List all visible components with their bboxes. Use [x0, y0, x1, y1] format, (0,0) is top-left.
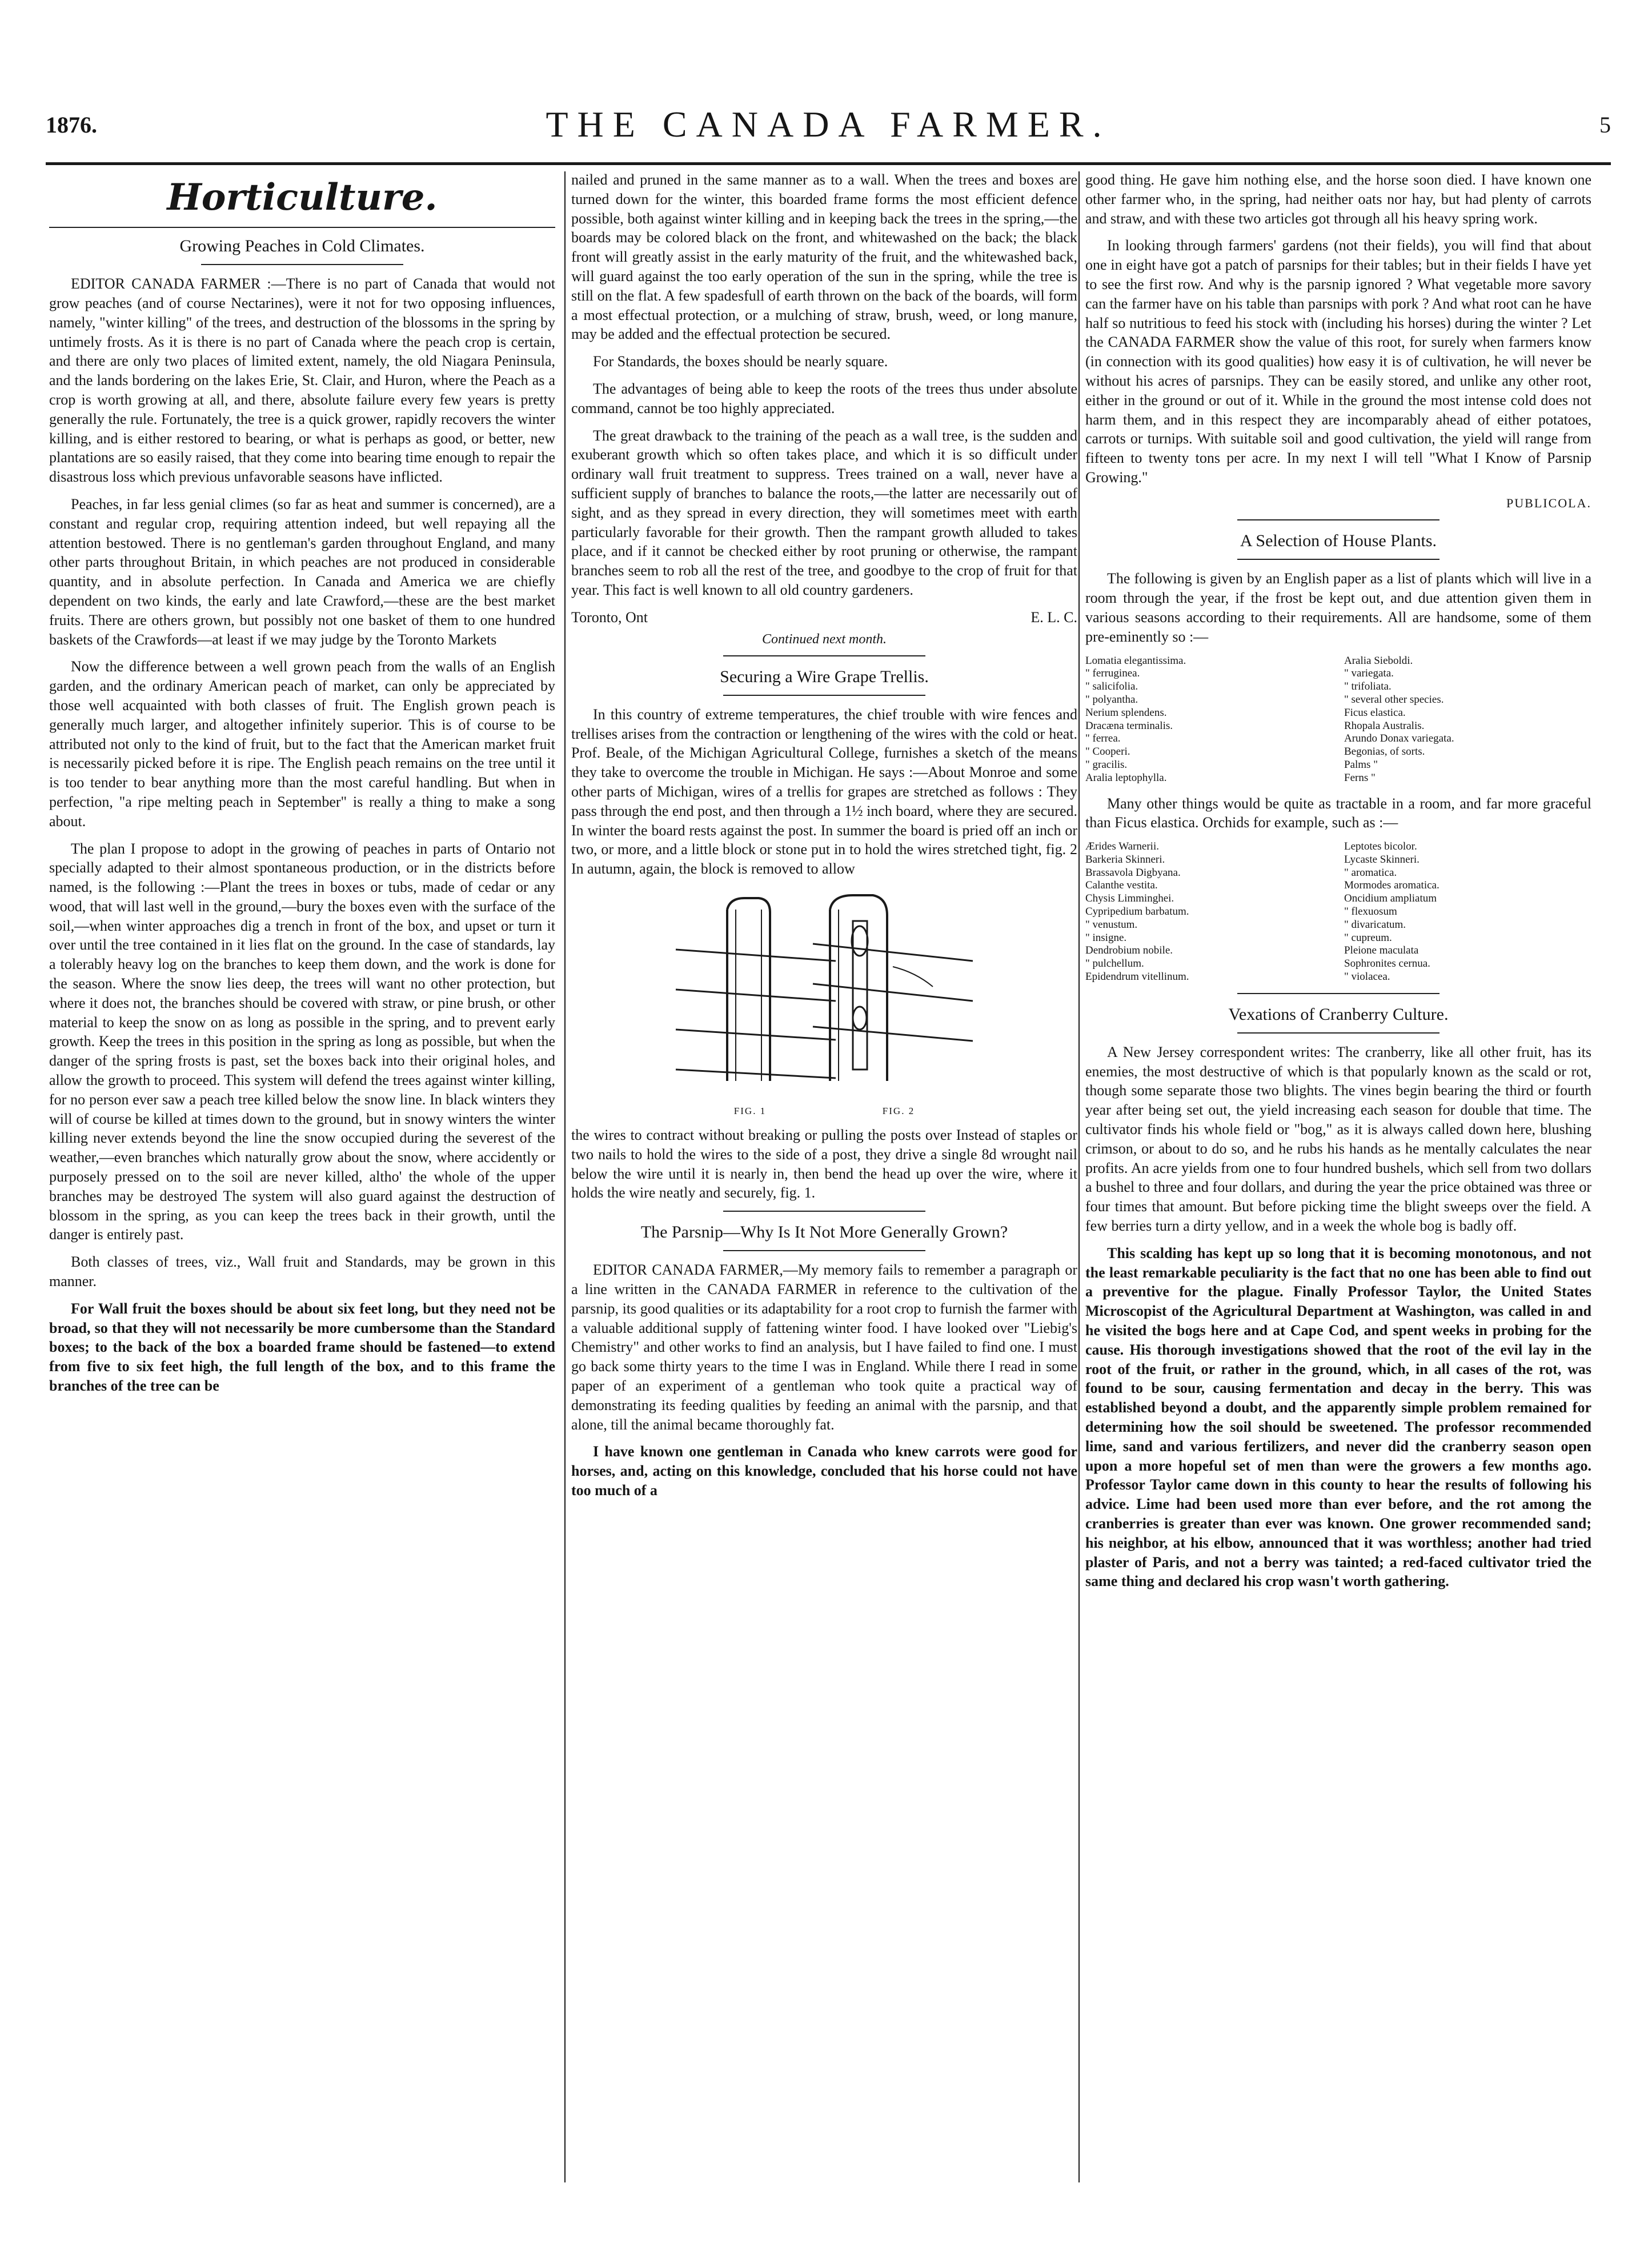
plant-name: Dendrobium nobile.	[1085, 944, 1173, 957]
signature: PUBLICOLA.	[1506, 495, 1591, 510]
plant-name: " polyantha.	[1085, 693, 1138, 706]
plant-name: Ærides Warnerii.	[1085, 840, 1159, 853]
paragraph: For Wall fruit the boxes should be about six feet long, but they need not be broad, so that they will not necessarily be more cumbersome than the Standard boxes; to the back of the box a boarded frame should be fastened—to extend from five to six feet high, the full length of the box, and to this frame the branches of the tree can be	[49, 1300, 555, 1395]
paragraph: nailed and pruned in the same manner as to a wall. When the trees and boxes are turned down for the winter, this boarded frame forms the most efficient defence possible, both against winter killing and in keeping back the trees in the spring,—the boards may be colored black on the front, and whitewashed on the back; the black front will greatly assist in the early maturity of the fruit, and the whitewashed back, will guard against the too early operation of the sun in the spring, while the tree is still on the flat. A few spadesfull of earth thrown on the back of the boards, will form a most effectual protection, or a mulching of straw, brush, weed, or long manure, may be added and the effectual protection be secured.	[571, 171, 1077, 343]
paragraph: EDITOR CANADA FARMER :—There is no part of Canada that would not grow peaches (and of course Nectarines), were it not for two opposing influences, namely, "winter killing" of the trees, and destruction of the blossoms in the spring by untimely frosts. As it is there is no part of Canada where the peach crop is certain, and there are only two places of limited extent, namely, the old Niagara Peninsula, and the lands bordering on the lakes Erie, St. Clair, and Huron, where the Peach as a crop is worth growing at all, and there, absolute failure every few years is pretty generally the rule. Fortunately, the tree is a quick grower, rapidly recovers the winter killing, and is either restored to bearing, or what is perhaps as good, or better, new plantations are so easily raised, that they come into bearing time enough to repair the disastrous loss which previous unfavorable seasons have inflicted.	[49, 275, 555, 486]
plant-name: " salicifolia.	[1085, 680, 1138, 693]
paragraph: Peaches, in far less genial climes (so far as heat and summer is concerned), are a constant and regular crop, requiring attention indeed, but well repaying all the attention bestowed. There is no gentleman's garden throughout England, and many other parts throughout Britain, in which peaches are not produced in considerable quantity, and in absolute perfection. In Canada and America we are chiefly dependent on two kinds, the early and late Crawford,—these are the best market fruits. There are others grown, but possibly not one basket of them to one hundred baskets of the Crawfords—at least if we may judge by the Toronto Markets	[49, 495, 555, 648]
column-3	[1085, 170, 1591, 2204]
article-rule	[723, 1211, 925, 1212]
column-rule-right	[1078, 171, 1080, 2182]
plant-name: " pulchellum.	[1085, 958, 1144, 970]
plant-name: " divaricatum.	[1344, 918, 1406, 931]
plant-name: Brassavola Digbyana.	[1085, 866, 1181, 879]
paragraph: For Standards, the boxes should be nearly square.	[593, 353, 888, 370]
column-1	[49, 170, 555, 2204]
paragraph: The advantages of being able to keep the roots of the trees thus under absolute command, cannot be too highly appreciated.	[571, 380, 1077, 416]
plant-name: " ferrea.	[1085, 732, 1121, 745]
plant-name: Oncidium ampliatum	[1344, 892, 1437, 905]
section-rule	[49, 227, 555, 228]
plant-name: Pleione maculata	[1344, 944, 1419, 957]
headline-rule	[723, 1250, 925, 1251]
plant-name: Chysis Limminghei.	[1085, 892, 1174, 905]
figure-1-caption: FIG. 1	[733, 1105, 767, 1116]
continued-note: Continued next month.	[762, 631, 887, 647]
trellis-figure	[571, 887, 1077, 1118]
plant-name: Dracæna terminalis.	[1085, 719, 1173, 732]
paragraph: In looking through farmers' gardens (not their fields), you will find that about one in eight have got a patch of parsnips for their tables; but in their fields I have yet to see the first row. And why is the parsnip ignored ? What vegetable more savory can the farmer have on his table than parsnips with pork ? And what root can he have half so nutritious to feed his stock with (including his horses) during the winter ? Let the CANADA FARMER show the value of this root, for surely when farmers know (in connection with its good qualities) how easy it is of cultivation, he will never be without his acres of parsnips. They can be easily stored, and unlike any other root, either in the ground or out of it. While in the ground the most intense cold does not harm them, and in this respect they are incomparably ahead of either potatoes, carrots or turnips. With suitable soil and good cultivation, the yield will range from fifteen to twenty tons per acre. In my next I will tell "What I Know of Parsnip Growing."	[1085, 237, 1591, 486]
headline-rule	[201, 264, 403, 265]
masthead	[46, 104, 1611, 163]
plant-name: " variegata.	[1344, 667, 1394, 680]
paragraph: In this country of extreme temperatures, the chief trouble with wire fences and trellises arises from the contraction or lengthening of the wires with the cold or heat. Prof. Beale, of the Michigan Agricultural College, furnishes a sketch of the means they take to overcome the trouble in Michigan. He says :—About Monroe and some other parts of Michigan, wires of a trellis for grapes are stretched as follows : They pass through the end post, and then through a 1½ inch board, where they are secured. In winter the board rests against the post. In summer the board is pried off an inch or two, or more, and a little block or stone put in to hold the wires stretched tight, fig. 2 In autumn, again, the block is removed to allow	[571, 706, 1077, 878]
plant-name: Calanthe vestita.	[1085, 879, 1158, 892]
paragraph: This scalding has kept up so long that it is becoming monotonous, and not the least remarkable peculiarity is the fact that no one has been able to find out a preventive for the plague. Finally Professor Taylor, the United States Microscopist of the Agricultural Department at Washington, was called in and he visited the bogs here and at Cape Cod, and spent weeks in probing for the cause. His thorough investigations showed that the root of the evil lay in the root of the fruit, or rather in the ground, which, in all cases of the rot, was found to be sour, causing fermentation and decay in the berry. This was established beyond a doubt, and the apparently simple problem remained for determining how the soil should be sweetened. The professor recommended lime, sand and various fertilizers, and never did the cranberry season open upon a more hopeful set of men than were the growers a few months ago. Professor Taylor came down in this county to hear the results of following his advice. Lime had been used more than ever before, and the rot among the cranberries is greater than ever was known. One grower recommended sand; his neighbor, at his elbow, announced that it was worthless; another had tried plaster of Paris, and not a berry was tainted; a red-faced cultivator tried the same thing and declared his crop wasn't worth gathering.	[1085, 1244, 1591, 1590]
column-2	[571, 170, 1077, 2204]
orchid-list	[1085, 840, 1591, 984]
plant-name: " gracilis.	[1085, 758, 1128, 771]
plant-name: Lomatia elegantissima.	[1085, 654, 1186, 667]
section-heading: Horticulture.	[167, 176, 438, 219]
plant-name: Barkeria Skinneri.	[1085, 853, 1165, 866]
masthead-rule	[46, 162, 1611, 165]
dateline-place: Toronto, Ont	[571, 608, 648, 626]
issue-year: 1876.	[46, 112, 97, 138]
plant-name: Nerium splendens.	[1085, 706, 1167, 719]
plant-name: " ferruginea.	[1085, 667, 1140, 680]
figure-captions	[676, 1105, 973, 1118]
plant-name: " cupreum.	[1344, 931, 1392, 944]
plant-name: Rhopala Australis.	[1344, 719, 1425, 732]
paragraph: the wires to contract without breaking or pulling the posts over Instead of staples or two nails to hold the wires to the side of a post, they drive a single 8d wrought nail below the wire until it is nearly in, then bend the head up over the wire, where it holds the wire neatly and securely, fig. 1.	[571, 1126, 1077, 1201]
paragraph: A New Jersey correspondent writes: The cranberry, like all other fruit, has its enemies, the most destructive of which is that popularly known as the scald or rot, though some separate those two blights. The vines begin bearing the third or fourth year after being set out, the yield increasing each season for double that time. The cultivator finds his whole field or "bog," as it is always called down here, blushing crimson, or about to do so, and he rubs his hands as he mentally calculates the near profits. An acre yields from one to four hundred bushels, which sell from two dollars a bushel to three and four dollars, and during the year the price obtained was three or four times that amount. But before picking time the blight sweeps over the field. A few berries turn a dirty yellow, and in a week the whole bog is badly off.	[1085, 1043, 1591, 1235]
plant-name: " aromatica.	[1344, 866, 1397, 879]
plant-name: Ficus elastica.	[1344, 706, 1406, 719]
plant-name: Mormodes aromatica.	[1344, 879, 1440, 892]
trellis-illustration	[664, 887, 984, 1104]
paragraph: Both classes of trees, viz., Wall fruit and Standards, may be grown in this manner.	[49, 1253, 555, 1290]
plant-name: Arundo Donax variegata.	[1344, 732, 1454, 745]
house-plant-list	[1085, 655, 1591, 785]
paragraph: Many other things would be quite as tractable in a room, and far more graceful than Ficus elastica. Orchids for example, such as :—	[1085, 795, 1591, 831]
article-rule	[1237, 519, 1440, 520]
plant-name: Cypripedium barbatum.	[1085, 906, 1189, 918]
plant-name: Sophronites cernua.	[1344, 958, 1430, 970]
plant-name: Aralia Sieboldi.	[1344, 654, 1413, 667]
plant-name: " venustum.	[1085, 918, 1138, 931]
plant-name: " insigne.	[1085, 931, 1127, 944]
plant-name: Ferns "	[1344, 771, 1376, 784]
article-rule	[1237, 993, 1440, 994]
author-initials: E. L. C.	[1031, 608, 1077, 626]
paragraph: good thing. He gave him nothing else, and the horse soon died. I have known one other farmer who, in the spring, had neither oats nor hay, but had plenty of carrots and straw, and with these two articles got through all his heavy spring work.	[1085, 171, 1591, 227]
paragraph: The great drawback to the training of the peach as a wall tree, is the sudden and exuberant growth which so often takes place, and which it is so difficult under ordinary wall fruit treatment to suppress. Trees trained on a wall, never have a sufficient supply of branches to balance the roots,—the latter are necessarily out of sight, and as they spread in every direction, they will sometimes meet with earth particularly favorable for their growth. Then the rampant growth alluded to takes place, and if it cannot be checked either by root pruning or otherwise, the rampant branches seem to rob all the rest of the tree, and goodbye to the crop of fruit for that year. This fact is well known to all old country gardeners.	[571, 427, 1077, 598]
plant-name: Leptotes bicolor.	[1344, 840, 1417, 853]
plant-name: Aralia leptophylla.	[1085, 771, 1167, 784]
newspaper-title: THE CANADA FARMER.	[546, 104, 1111, 145]
headline-rule	[723, 695, 925, 696]
plant-name: " several other species.	[1344, 693, 1444, 706]
headline-rule	[1237, 559, 1440, 560]
dateline	[571, 608, 1077, 627]
plant-name: Palms "	[1344, 758, 1378, 771]
plant-name: " Cooperi.	[1085, 746, 1130, 758]
paragraph: Now the difference between a well grown peach from the walls of an English garden, and the ordinary American peach of market, can only be appreciated by those well acquainted with both classes of fruit. The English grown peach is generally much larger, and altogether infinitely superior. This is of course to be attributed not only to the kind of fruit, but to the fact that the American market fruit is necessarily picked before it is ripe. The English peach remains on the tree until it is too tender to bear anything more than the most careful handling. But when in perfection, "a ripe melting peach in September" is really a thing to make a song about.	[49, 658, 555, 830]
paragraph: I have known one gentleman in Canada who knew carrots were good for horses, and, acting on this knowledge, concluded that his horse could not have too much of a	[571, 1443, 1077, 1499]
plant-name: Begonias, of sorts.	[1344, 746, 1425, 758]
headline-rule	[1237, 1032, 1440, 1034]
article-headline: Securing a Wire Grape Trellis.	[720, 667, 929, 686]
paragraph: EDITOR CANADA FARMER,—My memory fails to remember a paragraph or a line written in the CANADA FARMER in reference to the cultivation of the parsnip, its good qualities or its adaptability for a root crop to furnish the farmer with a valuable additional supply of fattening winter food. I have looked over "Liebig's Chemistry" and other works to find an analysis, but I have failed to find one. I must go back some thirty years to the time I was in England. While there I read in some paper of an experiment of a gentleman who took quite a practical way of demonstrating its feeding qualities by feeding an animal with the parsnip, and that alone, till the animal became thoroughly fat.	[571, 1261, 1077, 1433]
plant-name: " violacea.	[1344, 971, 1390, 983]
column-rule-left	[564, 171, 566, 2182]
plant-name: Lycaste Skinneri.	[1344, 853, 1420, 866]
paragraph: The plan I propose to adopt in the growing of peaches in parts of Ontario not specially adapted to their almost spontaneous production, or in the districts before named, is the following :—Plant the trees in boxes or tubs, made of cedar or any wood, that will last well in the ground,—bury the boxes even with the surface of the soil,—when winter approaches dig a trench in front of the box, and upset or turn it over until the tree contained in it lies flat on the ground. In the case of standards, lay a tolerably heavy log on the branches to keep them down, and the work is done for the season. Where the snow lies deep, the trees will want no other protection, but where it does not, the branches should be covered with straw, or pine brush, or other material to keep the snow on as long as possible in the spring, and to prevent early growth. Keep the trees in this position in the spring as long as possible, but when the danger of the spring frosts is past, set the boxes back into their original holes, and allow the growth to proceed. This system will defend the trees against winter killing, for no person ever saw a peach tree killed below the snow line. In black winters they will of course be killed at times down to the ground, but in snowy winters the winter killing never extends beyond the line the snow occupied during the severest of the weather,—even branches which naturally grow about the snow, where accidently or purposely pressed on to the soil are never killed, altho' the whole of the upper branches may be destroyed The system will also guard against the destruction of blossom in the spring, as you can keep the trees back in their growth, until the danger is entirely past.	[49, 840, 555, 1243]
article-headline: A Selection of House Plants.	[1240, 531, 1437, 551]
plant-name: " trifoliata.	[1344, 680, 1392, 693]
plant-name: " flexuosum	[1344, 906, 1397, 918]
plant-name: Epidendrum vitellinum.	[1085, 971, 1189, 983]
page-number: 5	[1599, 112, 1611, 138]
article-rule	[723, 655, 925, 656]
article-headline: Vexations of Cranberry Culture.	[1228, 1004, 1449, 1024]
article-headline: The Parsnip—Why Is It Not More Generally Grown?	[640, 1223, 1008, 1242]
paragraph: The following is given by an English paper as a list of plants which will live in a room through the year, if the frost be kept out, and due attention given them in various seasons according to their requirements. All are handsome, some of them pre-eminently so :—	[1085, 570, 1591, 645]
article-headline: Growing Peaches in Cold Climates.	[179, 237, 425, 256]
figure-2-caption: FIG. 2	[882, 1105, 915, 1116]
